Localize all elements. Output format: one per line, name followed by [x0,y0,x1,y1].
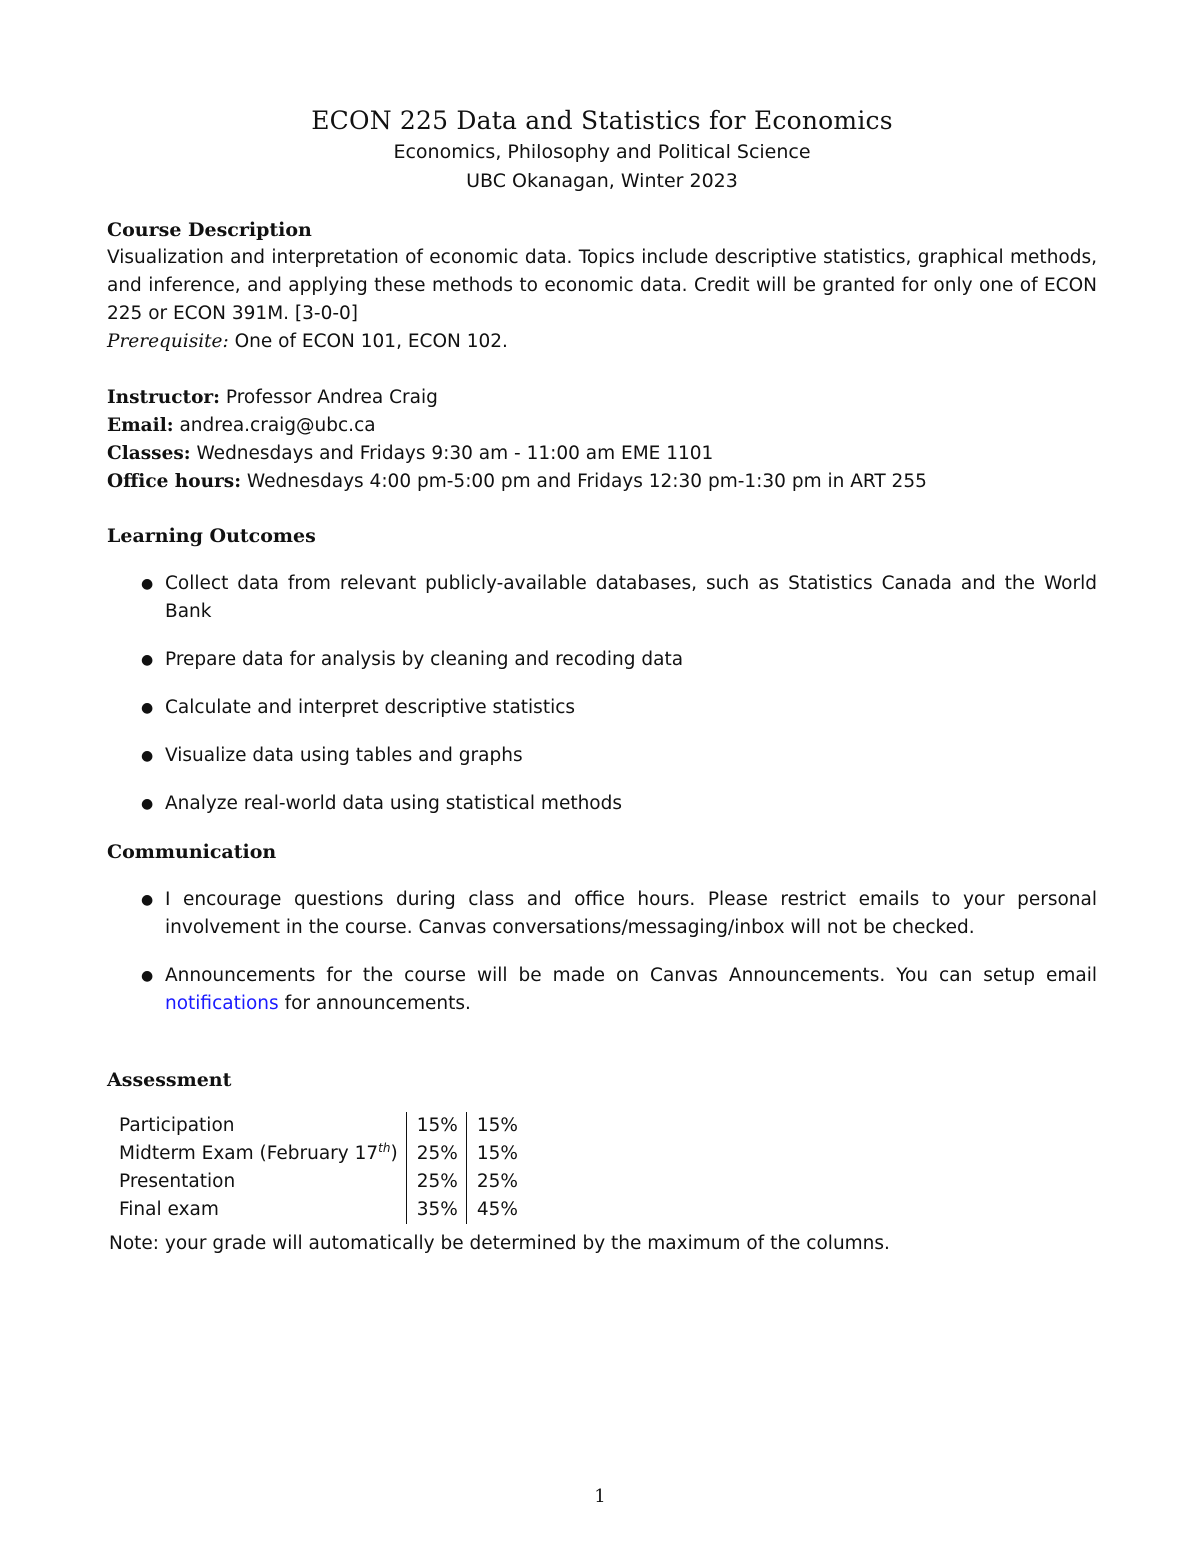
list-item: ● Analyze real-world data using statistical methods [107,790,1097,818]
prerequisite-label: Prerequisite: [107,331,229,352]
course-description-heading: Course Description [107,219,312,241]
assessment-col1-value: 35% [406,1196,466,1224]
instructor-value: Professor Andrea Craig [220,387,438,408]
office-hours-value: Wednesdays 4:00 pm-5:00 pm and Fridays 12:30 pm-1:30 pm in ART 255 [241,471,927,492]
syllabus-page [107,104,1097,1258]
bullet-icon: ● [141,892,154,908]
list-item: ● Calculate and interpret descriptive statistics [107,694,1097,722]
course-description-text: Visualization and interpretation of economic data. Topics include descriptive statistics, graphical methods, and inference, and applying these methods to economic data. Credit will be granted for only one of ECON 225 or ECON 391M. [3-0-0] [107,247,1097,324]
list-item: ● Visualize data using tables and graphs [107,742,1097,770]
assessment-col2-value: 45% [466,1196,526,1224]
table-row [111,1112,526,1140]
email-line [107,412,1097,440]
prerequisite-text: One of ECON 101, ECON 102. [228,331,508,352]
learning-outcomes-list [107,570,1097,818]
assessment-col1-value: 15% [406,1112,466,1140]
assessment-item-name: Midterm Exam (February 17th) [119,1140,398,1164]
office-hours-label: Office hours: [107,471,242,492]
assessment-item-name: Participation [119,1115,235,1136]
notifications-link[interactable]: notifications [165,993,279,1014]
bullet-icon: ● [141,700,154,716]
assessment-col2-value: 25% [466,1168,526,1196]
email-label: Email: [107,415,174,436]
assessment-note: Note: your grade will automatically be determined by the maximum of the columns. [109,1233,890,1254]
learning-outcomes-heading: Learning Outcomes [107,525,316,547]
page-number: 1 [594,1486,606,1507]
office-hours-line [107,468,1097,496]
classes-label: Classes: [107,443,191,464]
course-title: ECON 225 Data and Statistics for Economics [311,106,893,135]
bullet-icon: ● [141,748,154,764]
assessment-table [111,1112,526,1224]
list-item: ● Prepare data for analysis by cleaning and recoding data [107,646,1097,674]
bullet-icon: ● [141,576,154,592]
bullet-icon: ● [141,796,154,812]
table-row [111,1168,526,1196]
list-item: ● Announcements for the course will be made on Canvas Announcements. You can setup email notifications for announcements. [107,962,1097,1018]
list-item: ● Collect data from relevant publicly-available databases, such as Statistics Canada and the World Bank [107,570,1097,626]
assessment-col1-value: 25% [406,1168,466,1196]
instructor-label: Instructor: [107,387,220,408]
communication-list [107,886,1097,1018]
instructor-line [107,384,1097,412]
table-row [111,1196,526,1224]
email-value: andrea.craig@ubc.ca [173,415,376,436]
classes-value: Wednesdays and Fridays 9:30 am - 11:00 am EME 1101 [190,443,714,464]
assessment-col2-value: 15% [466,1112,526,1140]
assessment-col2-value: 15% [466,1140,526,1168]
bullet-icon: ● [141,652,154,668]
assessment-col1-value: 25% [406,1140,466,1168]
prerequisite-line [107,328,1097,356]
communication-heading: Communication [107,841,277,863]
bullet-icon: ● [141,968,154,984]
table-row [111,1140,526,1168]
list-item: ● I encourage questions during class and office hours. Please restrict emails to your personal involvement in the course. Canvas conversations/messaging/inbox will not be checked. [107,886,1097,942]
classes-line [107,440,1097,468]
assessment-item-name: Presentation [119,1171,236,1192]
term-line: UBC Okanagan, Winter 2023 [466,170,738,192]
assessment-item-name: Final exam [119,1199,219,1220]
department-line: Economics, Philosophy and Political Science [393,141,811,163]
assessment-heading: Assessment [107,1069,232,1091]
